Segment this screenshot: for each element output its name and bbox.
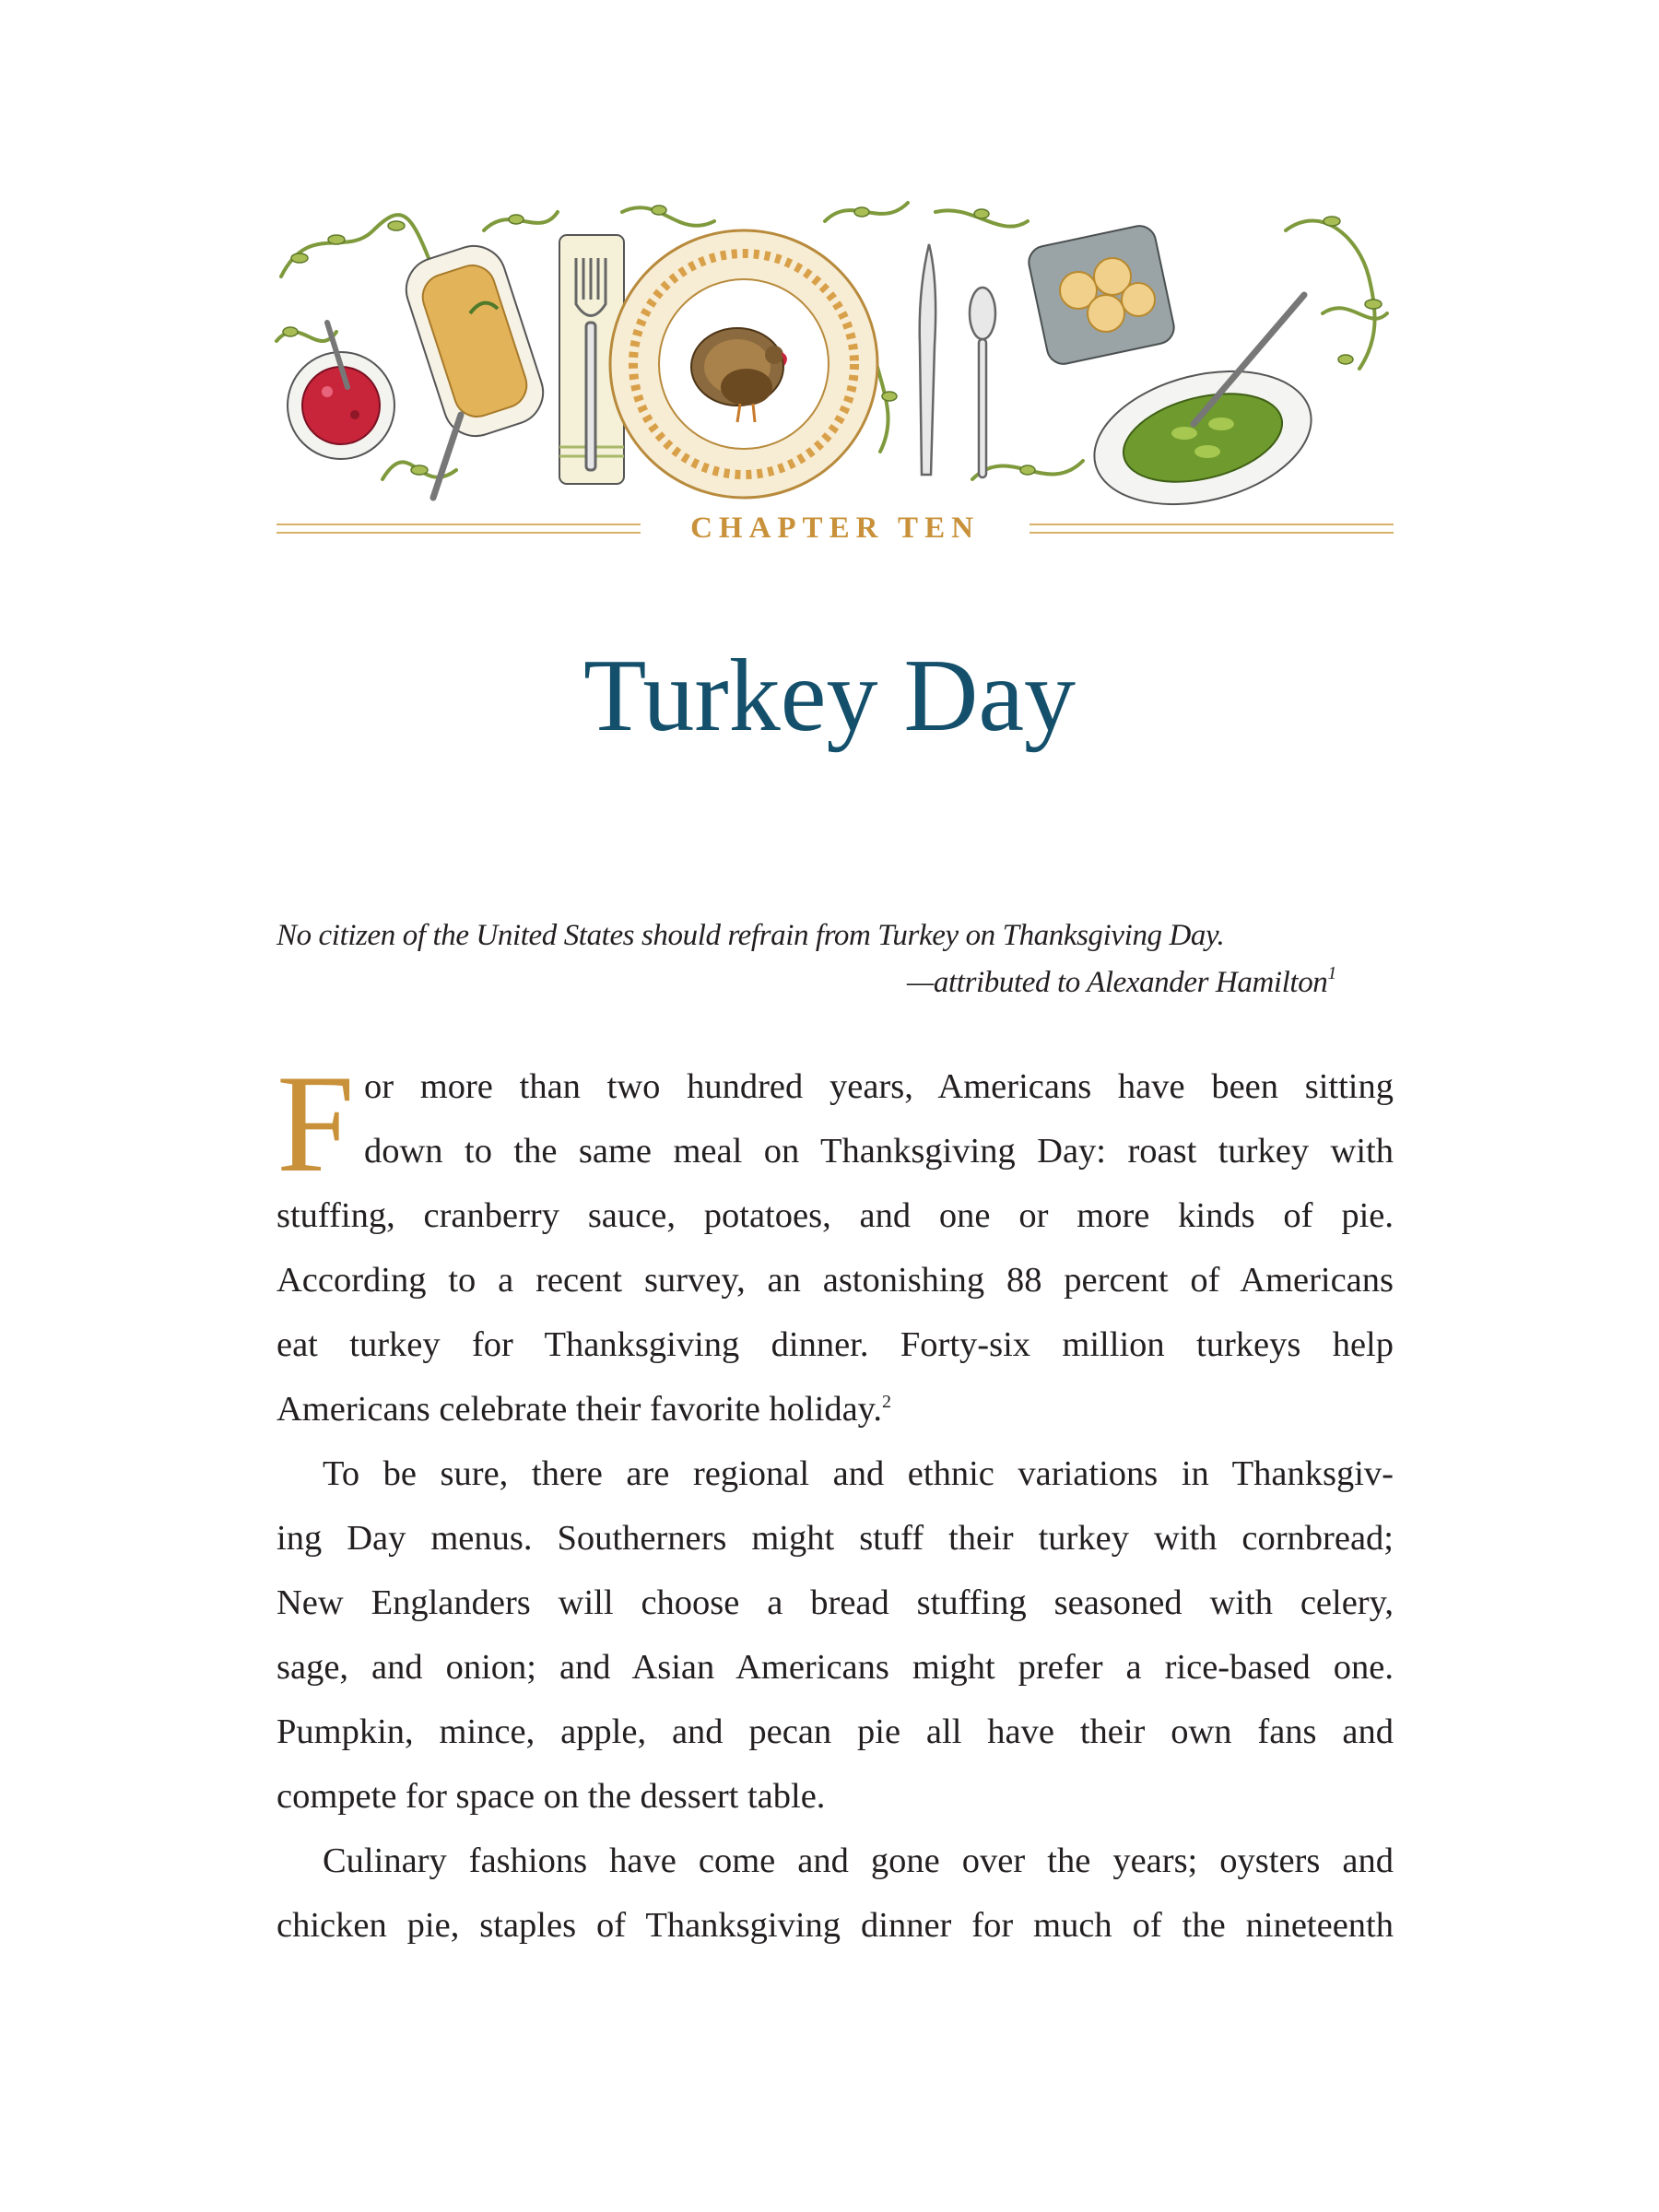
text-line: down to the same meal on Thanksgiving Day: roast turkey with (364, 1132, 1394, 1171)
text-line: sage, and onion; and Asian Americans might prefer a rice-based one. (276, 1648, 1394, 1687)
text-line: To be sure, there are regional and ethnic variations in Thanksgiv- (323, 1454, 1394, 1493)
chapter-rule-left (276, 524, 641, 534)
epigraph (276, 912, 1355, 1006)
epigraph-attribution-line (276, 959, 1355, 1006)
paragraph (276, 1441, 1394, 1829)
text-line: chicken pie, staples of Thanksgiving dinner for much of the nineteenth (276, 1906, 1394, 1945)
spoon-icon (970, 288, 995, 477)
footnote-marker[interactable]: 1 (1327, 963, 1336, 983)
chapter-title: Turkey Day (582, 639, 1077, 753)
chapter-rule-right (1030, 524, 1394, 534)
stuffing-dish-icon (398, 238, 551, 498)
text-line: or more than two hundred years, Americans have been sitting (364, 1067, 1394, 1106)
table-setting-illustration (272, 203, 1396, 507)
text-line: compete for space on the dessert table. (276, 1777, 826, 1816)
text-line (276, 1377, 1394, 1441)
text-line: According to a recent survey, an astonishing 88 percent of Americans (276, 1261, 1394, 1300)
paragraph (276, 1829, 1394, 1958)
text-line: Culinary fashions have come and gone over the years; oysters and (323, 1841, 1394, 1880)
chapter-heading-row (276, 505, 1394, 551)
biscuit-plate-icon (1026, 223, 1177, 367)
epigraph-attribution: —attributed to Alexander Hamilton (906, 966, 1328, 999)
text-line: eat turkey for Thanksgiving dinner. Forty-six million turkeys help (276, 1325, 1394, 1364)
paragraph (276, 1046, 1394, 1441)
knife-icon (920, 244, 935, 475)
text-line-content: Americans celebrate their favorite holiday. (276, 1390, 883, 1429)
chapter-label: CHAPTER TEN (690, 511, 980, 545)
epigraph-quote: No citizen of the United States should refrain from Turkey on Thanksgiving Day. (276, 919, 1225, 952)
footnote-marker[interactable]: 2 (882, 1392, 892, 1412)
text-line: stuffing, cranberry sauce, potatoes, and one or more kinds of pie. (276, 1196, 1394, 1235)
text-line: ing Day menus. Southerners might stuff their turkey with cornbread; (276, 1519, 1394, 1558)
drop-cap: F (276, 1046, 355, 1201)
header-illustration (272, 203, 1396, 507)
body-text (276, 1046, 1394, 1958)
text-line: New Englanders will choose a bread stuffing seasoned with celery, (276, 1583, 1394, 1622)
text-line: Pumpkin, mince, apple, and pecan pie all have their own fans and (276, 1712, 1394, 1751)
